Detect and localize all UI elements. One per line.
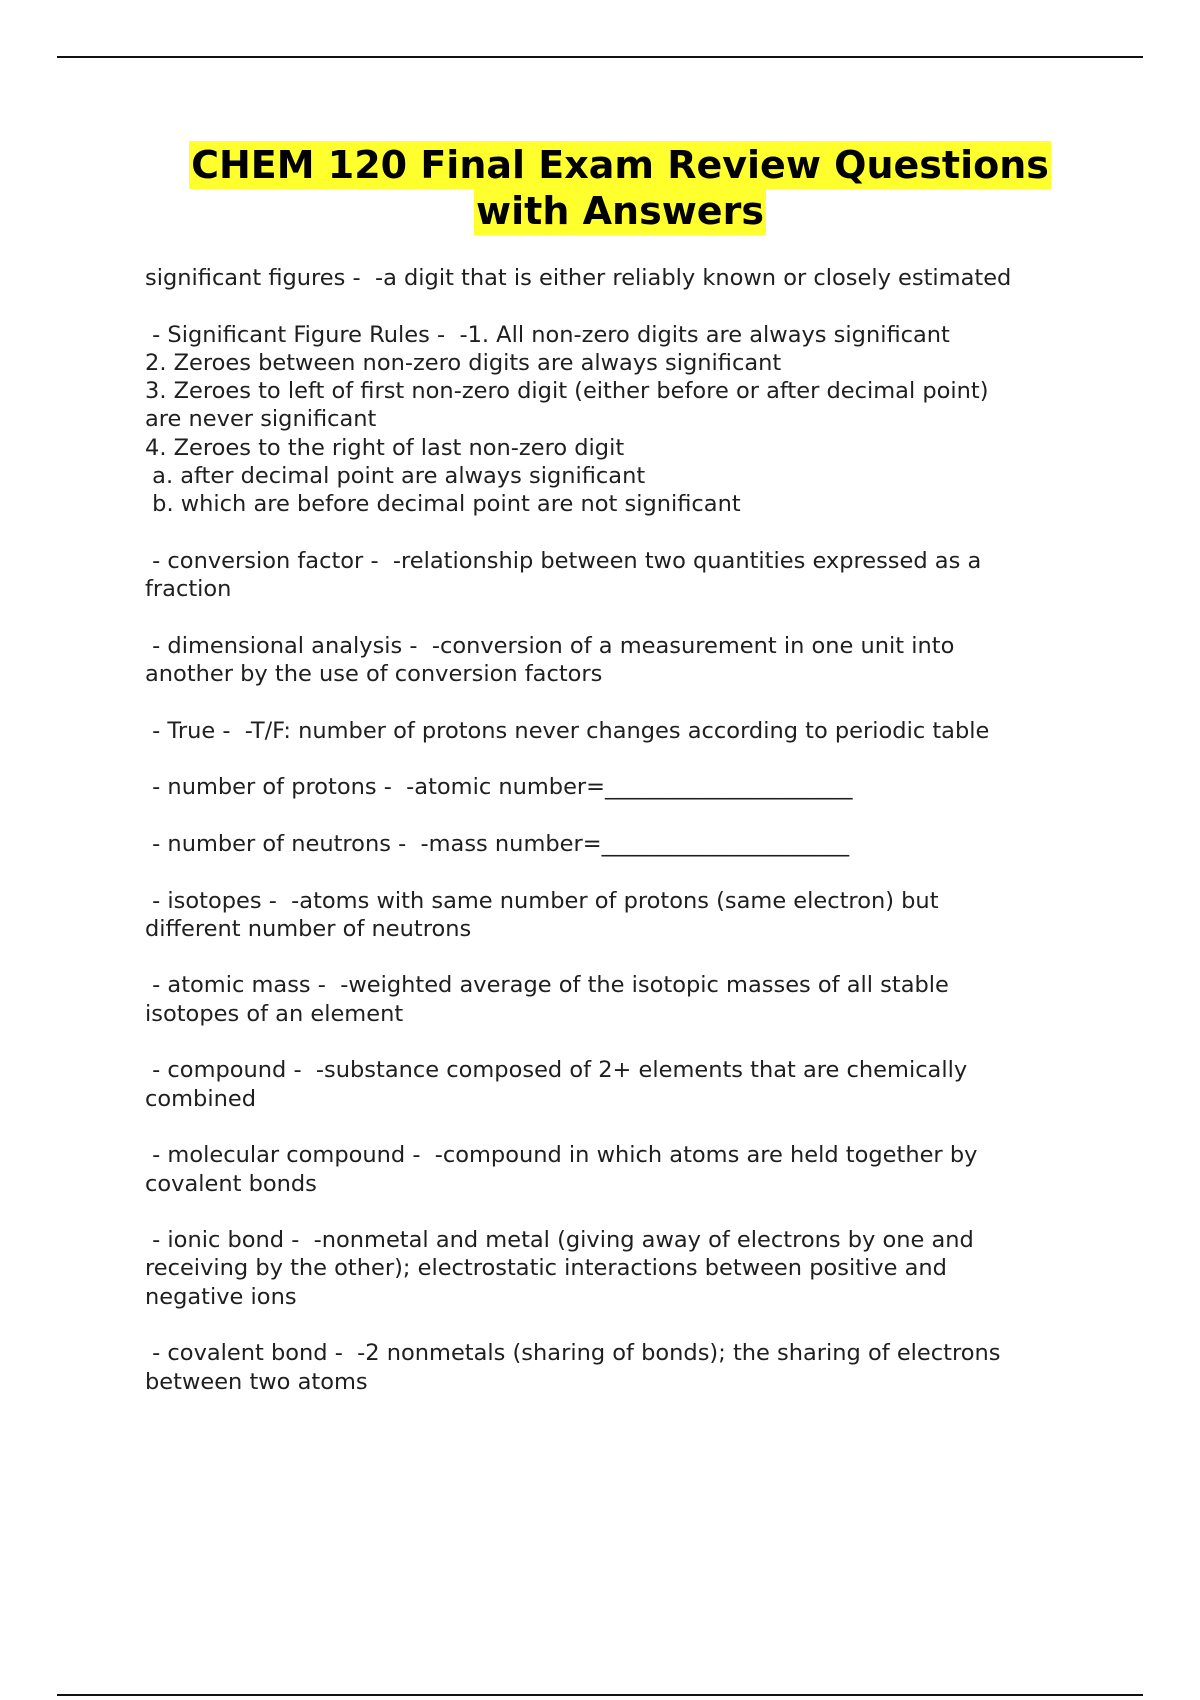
qa-entry-line: 4. Zeroes to the right of last non-zero digit <box>145 434 625 461</box>
qa-entry-line: covalent bonds <box>145 1170 317 1197</box>
title-line-1: CHEM 120 Final Exam Review Questions <box>191 143 1049 187</box>
header-rule <box>57 56 1143 58</box>
qa-entry-line: - ionic bond - -nonmetal and metal (giving away of electrons by one and <box>145 1227 974 1254</box>
qa-entry-line: different number of neutrons <box>145 915 472 942</box>
qa-entry-line: are never significant <box>145 406 377 433</box>
qa-entry <box>145 1226 1085 1311</box>
qa-entry <box>145 632 1085 689</box>
qa-entry-line: - compound - -substance composed of 2+ elements that are chemically <box>145 1057 968 1084</box>
qa-entry-line: combined <box>145 1085 256 1112</box>
qa-entry <box>145 1141 1085 1198</box>
footer-rule <box>57 1694 1143 1696</box>
qa-list <box>145 264 1085 1424</box>
qa-entry <box>145 717 1085 745</box>
qa-entry-line: another by the use of conversion factors <box>145 661 603 688</box>
qa-entry-line: receiving by the other); electrostatic interactions between positive and <box>145 1255 947 1282</box>
qa-entry-line: - Significant Figure Rules - -1. All non-zero digits are always significant <box>145 321 950 348</box>
qa-entry <box>145 1339 1085 1396</box>
qa-entry-line: b. which are before decimal point are not significant <box>145 491 741 518</box>
qa-entry-line: - number of protons - -atomic number=______________________ <box>145 774 853 801</box>
qa-entry <box>145 1056 1085 1113</box>
qa-entry-line: fraction <box>145 576 232 603</box>
qa-entry-line: between two atoms <box>145 1368 368 1395</box>
qa-entry <box>145 971 1085 1028</box>
qa-entry-line: - dimensional analysis - -conversion of a measurement in one unit into <box>145 632 955 659</box>
qa-entry <box>145 887 1085 944</box>
qa-entry-line: - conversion factor - -relationship between two quantities expressed as a <box>145 547 982 574</box>
qa-entry-line: - covalent bond - -2 nonmetals (sharing of bonds); the sharing of electrons <box>145 1340 1001 1367</box>
page-title <box>100 142 1140 234</box>
qa-entry-line: - isotopes - -atoms with same number of protons (same electron) but <box>145 887 939 914</box>
qa-entry-line: - atomic mass - -weighted average of the isotopic masses of all stable <box>145 972 949 999</box>
qa-entry <box>145 830 1085 858</box>
qa-entry-line: - molecular compound - -compound in which atoms are held together by <box>145 1142 978 1169</box>
qa-entry-line: - number of neutrons - -mass number=______________________ <box>145 830 850 857</box>
qa-entry <box>145 264 1085 292</box>
qa-entry-line: isotopes of an element <box>145 1000 404 1027</box>
qa-entry-line: negative ions <box>145 1283 297 1310</box>
qa-entry <box>145 321 1085 519</box>
qa-entry-line: a. after decimal point are always significant <box>145 463 646 490</box>
qa-entry <box>145 547 1085 604</box>
qa-entry-line: - True - -T/F: number of protons never changes according to periodic table <box>145 717 990 744</box>
title-line-2: with Answers <box>476 189 764 233</box>
qa-entry <box>145 773 1085 801</box>
qa-entry-line: significant figures - -a digit that is either reliably known or closely estimated <box>145 265 1012 291</box>
qa-entry-line: 2. Zeroes between non-zero digits are always significant <box>145 349 782 376</box>
qa-entry-line: 3. Zeroes to left of first non-zero digit (either before or after decimal point) <box>145 378 989 405</box>
